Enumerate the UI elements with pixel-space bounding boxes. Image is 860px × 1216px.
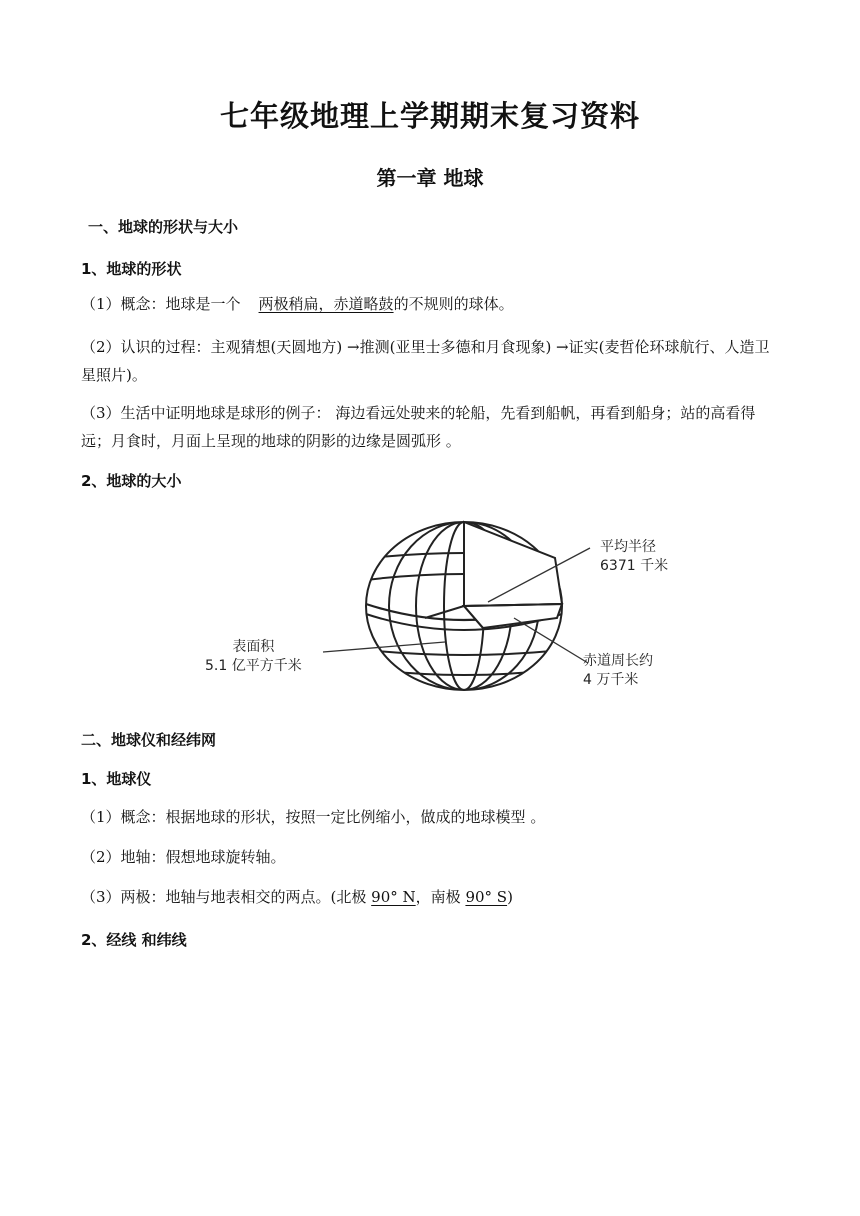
south-pole-latitude: 90° S bbox=[465, 888, 508, 906]
radius-caption: 平均半径 bbox=[600, 539, 656, 555]
paragraph-shape-concept bbox=[81, 290, 781, 318]
answer-blank-shape bbox=[241, 295, 394, 313]
poles-suffix: ) bbox=[507, 888, 513, 906]
radius-value: 6371 千米 bbox=[600, 558, 669, 574]
north-pole-latitude: 90° N bbox=[371, 888, 416, 906]
poles-mid: ，南极 bbox=[415, 888, 466, 906]
section-heading-globe-grid: 二、地球仪和经纬网 bbox=[81, 731, 217, 749]
paragraph-cognition-process: （2）认识的过程：主观猜想(天圆地方) →推测(亚里士多德和月食现象) →证实(麦哲伦环球航行、人造卫星照片)。 bbox=[81, 338, 770, 384]
earth-size-diagram bbox=[195, 518, 675, 698]
equator-value: 4 万千米 bbox=[583, 672, 639, 688]
paragraph-earth-axis: （2）地轴：假想地球旋转轴。 bbox=[81, 848, 286, 866]
paragraph-poles bbox=[81, 883, 781, 911]
area-value: 5.1 亿平方千米 bbox=[205, 658, 302, 674]
subsection-heading-globe: 1、地球仪 bbox=[81, 770, 152, 788]
radius-label bbox=[600, 538, 668, 576]
equator-label bbox=[583, 652, 653, 690]
subsection-heading-meridians-parallels: 2、经线 和纬线 bbox=[81, 931, 187, 949]
poles-prefix: （3）两极：地轴与地表相交的两点。(北极 bbox=[81, 888, 372, 906]
answer-text: 两极稍扁，赤道略鼓 bbox=[258, 295, 394, 313]
area-caption: 表面积 bbox=[232, 639, 275, 655]
paragraph-globe-concept: （1）概念：根据地球的形状，按照一定比例缩小，做成的地球模型 。 bbox=[81, 808, 546, 826]
chapter-heading: 第一章 地球 bbox=[376, 166, 484, 190]
area-label bbox=[205, 638, 302, 676]
paragraph-suffix: 的不规则的球体。 bbox=[393, 295, 514, 313]
paragraph-prefix: （1）概念：地球是一个 bbox=[81, 295, 241, 313]
subsection-heading-earth-size: 2、地球的大小 bbox=[81, 472, 182, 490]
document-title: 七年级地理上学期期末复习资料 bbox=[219, 99, 640, 133]
paragraph-evidence-examples: （3）生活中证明地球是球形的例子： 海边看远处驶来的轮船，先看到船帆，再看到船身；站的高看得远；月食时，月面上呈现的地球的阴影的边缘是圆弧形 。 bbox=[81, 404, 756, 450]
section-heading-shape-size: 一、地球的形状与大小 bbox=[88, 218, 239, 236]
equator-caption: 赤道周长约 bbox=[583, 653, 653, 669]
subsection-heading-earth-shape: 1、地球的形状 bbox=[81, 260, 182, 278]
